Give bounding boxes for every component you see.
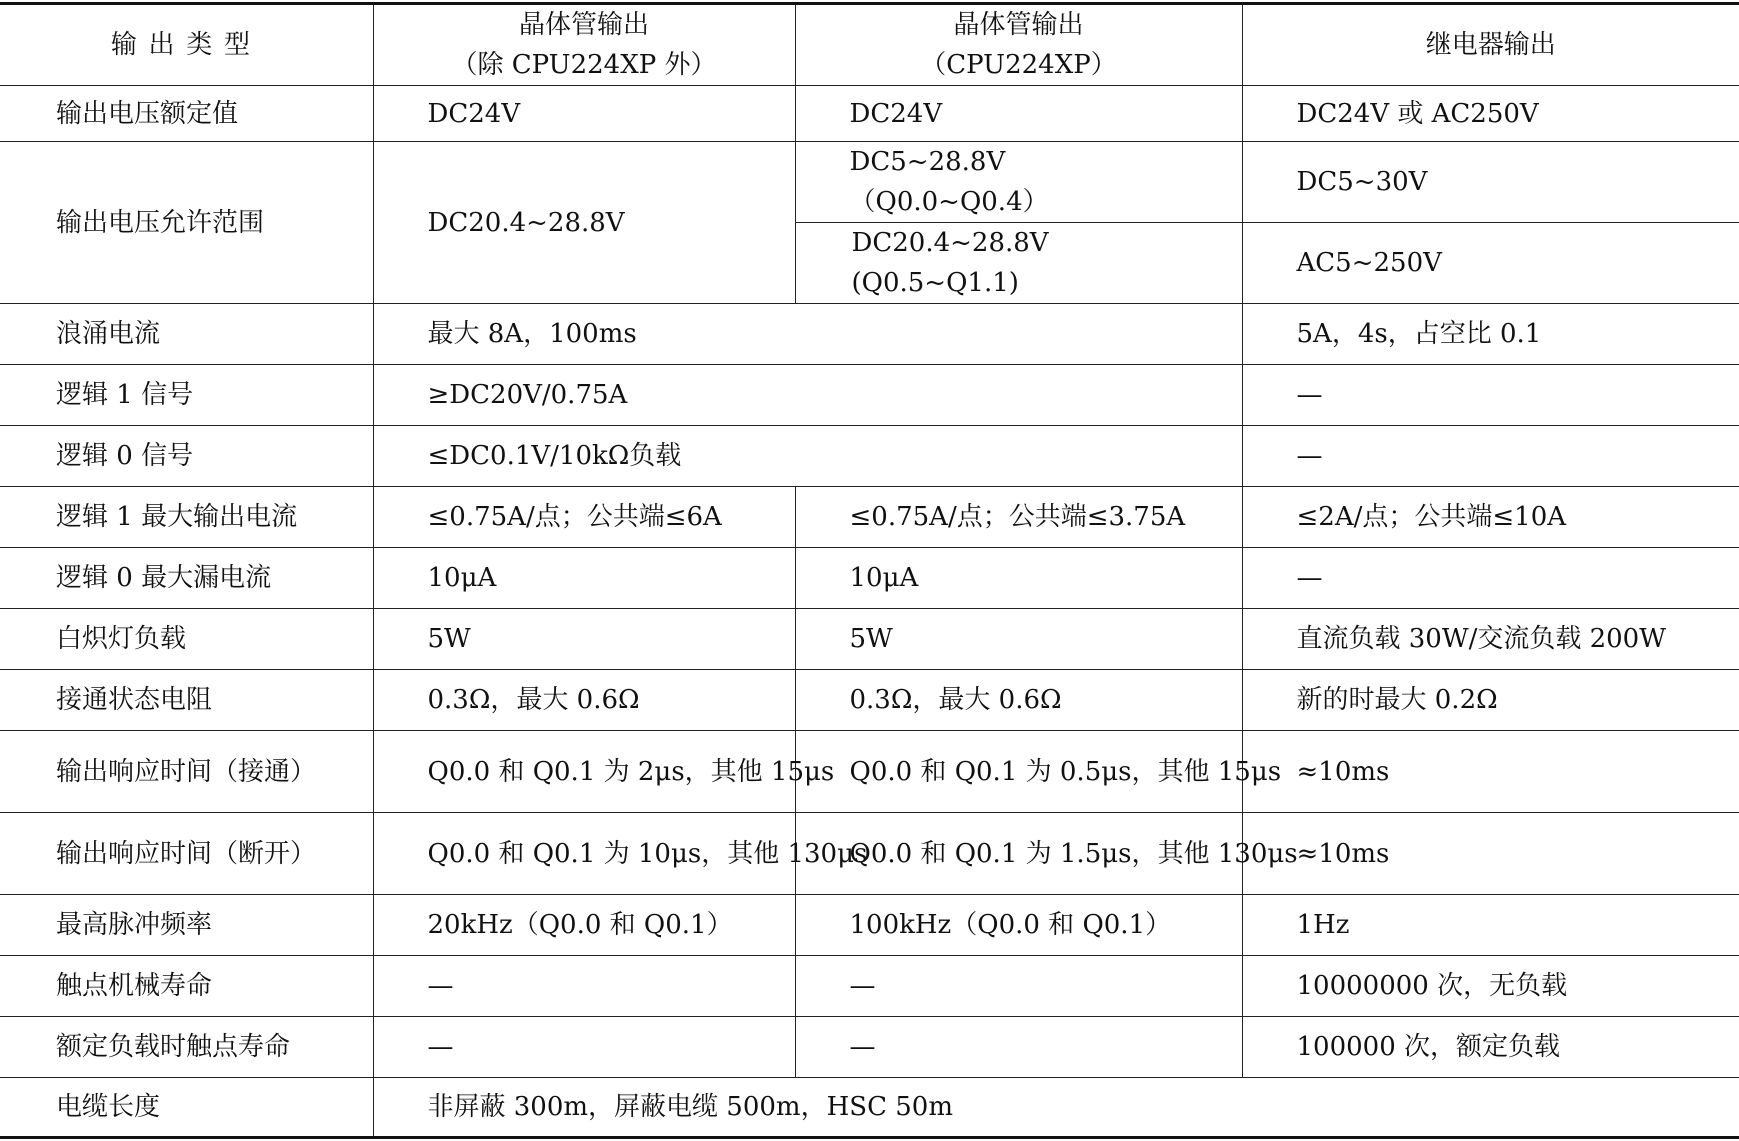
table-row [0, 365, 1739, 426]
row-label: 输出响应时间（断开） [0, 813, 373, 895]
table-row [0, 142, 1739, 223]
cell-value: 非屏蔽 300m，屏蔽电缆 500m，HSC 50m [373, 1078, 1739, 1138]
cell-value: 10μA [795, 548, 1242, 609]
row-label: 电缆长度 [0, 1078, 373, 1138]
cell-value: 5W [795, 609, 1242, 670]
cell-value [795, 223, 1242, 304]
row-label: 触点机械寿命 [0, 956, 373, 1017]
header-output-type: 输出类型 [0, 4, 373, 86]
cell-value: ≥DC20V/0.75A [373, 365, 1242, 426]
cell-value: ≤0.75A/点；公共端≤6A [373, 487, 795, 548]
table-row [0, 731, 1739, 813]
cell-value: ≈10ms [1242, 813, 1739, 895]
table-row [0, 895, 1739, 956]
output-spec-table [0, 2, 1739, 1139]
row-label: 浪涌电流 [0, 304, 373, 365]
cell-line: （Q0.0~Q0.4） [849, 187, 1049, 217]
row-label: 逻辑 1 最大输出电流 [0, 487, 373, 548]
table-row [0, 609, 1739, 670]
row-label: 逻辑 1 信号 [0, 365, 373, 426]
row-label: 输出响应时间（接通） [0, 731, 373, 813]
table-row [0, 487, 1739, 548]
table-row [0, 956, 1739, 1017]
cell-value: Q0.0 和 Q0.1 为 2μs，其他 15μs [373, 731, 795, 813]
table-row [0, 1078, 1739, 1138]
cell-value: AC5~250V [1242, 223, 1739, 304]
row-label: 输出电压额定值 [0, 86, 373, 142]
cell-value: 1Hz [1242, 895, 1739, 956]
header-col1-line1: 晶体管输出 [518, 10, 649, 40]
cell-value: 10μA [373, 548, 795, 609]
row-label: 输出电压允许范围 [0, 142, 373, 304]
cell-value: ≤DC0.1V/10kΩ负载 [373, 426, 1242, 487]
header-col1-line2: （除 CPU224XP 外） [451, 50, 717, 80]
cell-value [795, 142, 1242, 223]
table-row [0, 86, 1739, 142]
cell-value: 5W [373, 609, 795, 670]
cell-value: DC24V [795, 86, 1242, 142]
row-label: 额定负载时触点寿命 [0, 1017, 373, 1078]
cell-value: — [795, 1017, 1242, 1078]
cell-value: Q0.0 和 Q0.1 为 10μs，其他 130μs [373, 813, 795, 895]
cell-value: 10000000 次，无负载 [1242, 956, 1739, 1017]
header-col2-line2: （CPU224XP） [920, 50, 1117, 80]
row-label: 最高脉冲频率 [0, 895, 373, 956]
header-relay: 继电器输出 [1242, 4, 1739, 86]
table-row [0, 548, 1739, 609]
cell-value: DC24V [373, 86, 795, 142]
header-transistor-except-224xp [373, 4, 795, 86]
cell-value: 新的时最大 0.2Ω [1242, 670, 1739, 731]
table-row [0, 304, 1739, 365]
cell-value: DC20.4~28.8V [373, 142, 795, 304]
row-label: 白炽灯负载 [0, 609, 373, 670]
cell-value: — [1242, 365, 1739, 426]
cell-line: DC20.4~28.8V [851, 228, 1049, 258]
cell-value: — [795, 956, 1242, 1017]
cell-value: Q0.0 和 Q0.1 为 0.5μs，其他 15μs [795, 731, 1242, 813]
cell-value: 100kHz（Q0.0 和 Q0.1） [795, 895, 1242, 956]
table-row [0, 670, 1739, 731]
cell-line: (Q0.5~Q1.1) [851, 268, 1019, 298]
cell-value: — [1242, 548, 1739, 609]
row-label: 逻辑 0 信号 [0, 426, 373, 487]
header-transistor-224xp [795, 4, 1242, 86]
cell-value: ≤0.75A/点；公共端≤3.75A [795, 487, 1242, 548]
cell-value: — [373, 1017, 795, 1078]
cell-value: 20kHz（Q0.0 和 Q0.1） [373, 895, 795, 956]
header-row [0, 4, 1739, 86]
table-row [0, 426, 1739, 487]
cell-value: — [373, 956, 795, 1017]
cell-value: 最大 8A，100ms [373, 304, 1242, 365]
cell-value: DC24V 或 AC250V [1242, 86, 1739, 142]
cell-line: DC5~28.8V [849, 147, 1006, 177]
cell-value: ≤2A/点；公共端≤10A [1242, 487, 1739, 548]
row-label: 接通状态电阻 [0, 670, 373, 731]
cell-value: 0.3Ω，最大 0.6Ω [373, 670, 795, 731]
cell-value: DC5~30V [1242, 142, 1739, 223]
table-row [0, 1017, 1739, 1078]
header-col2-line1: 晶体管输出 [953, 10, 1084, 40]
cell-value: ≈10ms [1242, 731, 1739, 813]
cell-value: 100000 次，额定负载 [1242, 1017, 1739, 1078]
row-label: 逻辑 0 最大漏电流 [0, 548, 373, 609]
cell-value: 0.3Ω，最大 0.6Ω [795, 670, 1242, 731]
table-row [0, 813, 1739, 895]
cell-value: 5A，4s，占空比 0.1 [1242, 304, 1739, 365]
cell-value: 直流负载 30W/交流负载 200W [1242, 609, 1739, 670]
cell-value: Q0.0 和 Q0.1 为 1.5μs，其他 130μs [795, 813, 1242, 895]
cell-value: — [1242, 426, 1739, 487]
